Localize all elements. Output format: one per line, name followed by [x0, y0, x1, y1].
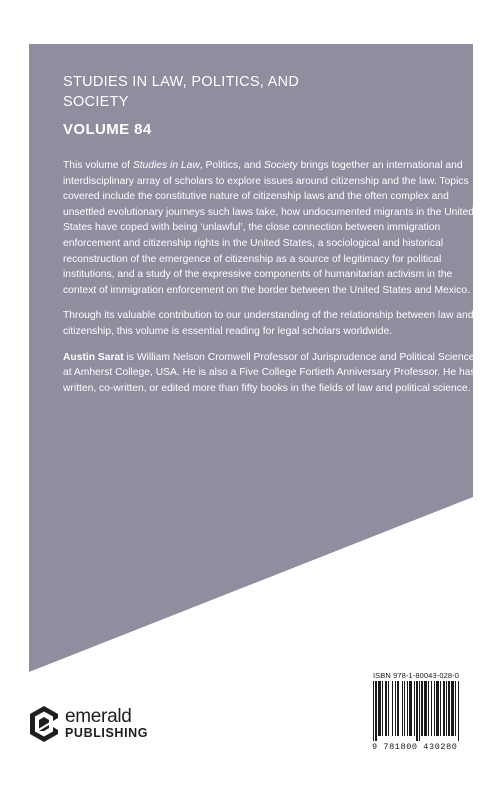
barcode-icon — [372, 681, 476, 741]
desc-text-e: brings together an international and interdisciplinary array of scholars to explore issues around citizenship and the law. Topics covered include the constitutive nature of citizenship laws and the often complex and unsettled evolutionary journeys such laws take, how undocumented migrants in the United States have coped with being ‘unlawful’, the close connection between immigration enforcement and citizenship rights in the United States, a sociological and historical reconstruction of the emergence of citizenship as a source of legitimacy for political institutions, and a study of the expressive components of humanitarian activism in the context of immigration enforcement on the border between the United States and Mexico. — [63, 160, 474, 296]
emerald-logo-icon — [29, 705, 59, 743]
description-paragraph-1 — [63, 158, 478, 298]
barcode-bar — [443, 681, 445, 736]
desc-italic-law: Studies in Law — [132, 160, 200, 171]
description-paragraph-2: Through its valuable contribution to our understanding of the relationship between law and citizenship, this volume is essential reading for legal scholars worldwide. — [63, 310, 474, 337]
barcode-digits: 9 781800 430280 — [372, 742, 458, 752]
logo-sub: PUBLISHING — [65, 726, 149, 740]
barcode-bar — [373, 681, 374, 741]
barcode-bar — [388, 681, 389, 736]
barcode-bar — [458, 681, 459, 741]
desc-text-c: , Politics, and — [199, 160, 264, 171]
barcode-bar — [402, 681, 403, 736]
barcode-bar — [424, 681, 427, 736]
editor-bio — [63, 350, 478, 397]
barcode-bar — [434, 681, 435, 736]
barcode-bar — [395, 681, 396, 736]
barcode-bar — [378, 681, 381, 736]
barcode-bar — [385, 681, 387, 736]
barcode-bar — [446, 681, 447, 736]
desc-text-a: This volume of — [63, 160, 133, 171]
barcode-bar — [451, 681, 454, 736]
isbn-barcode — [372, 671, 476, 752]
barcode-bar — [448, 681, 450, 736]
desc-italic-society: Society — [263, 160, 298, 171]
barcode-bar — [397, 681, 399, 736]
barcode-bar — [416, 681, 418, 741]
barcode-bar — [419, 681, 420, 741]
barcode-bar — [382, 681, 383, 736]
publisher-logo — [29, 705, 148, 743]
editor-bio-text: is William Nelson Cromwell Professor of Jurisprudence and Political Science at Amherst College, USA. He is also a Five College Fortieth Anniversary Professor. He has written, co-written, or edited more than fifty books in the fields of law and political science. — [63, 351, 476, 394]
cover-text-block — [63, 72, 481, 406]
barcode-bar — [421, 681, 423, 736]
logo-word: emerald — [65, 706, 132, 727]
barcode-bar — [431, 681, 432, 736]
barcode-bar — [414, 681, 415, 736]
volume-number: VOLUME 84 — [63, 121, 152, 138]
barcode-bar — [375, 681, 377, 741]
barcode-bar — [407, 681, 408, 736]
series-title: STUDIES IN LAW, POLITICS, AND SOCIETY — [63, 74, 300, 110]
barcode-bar — [404, 681, 405, 736]
barcode-bar — [428, 681, 429, 736]
barcode-bar — [455, 681, 456, 736]
editor-name: Austin Sarat — [63, 351, 124, 363]
barcode-bar — [409, 681, 412, 736]
barcode-bar — [440, 681, 441, 736]
barcode-bar — [436, 681, 439, 736]
isbn-label: ISBN 978-1-80043-028-0 — [373, 671, 460, 680]
barcode-bar — [392, 681, 393, 736]
logo-text — [65, 708, 148, 740]
